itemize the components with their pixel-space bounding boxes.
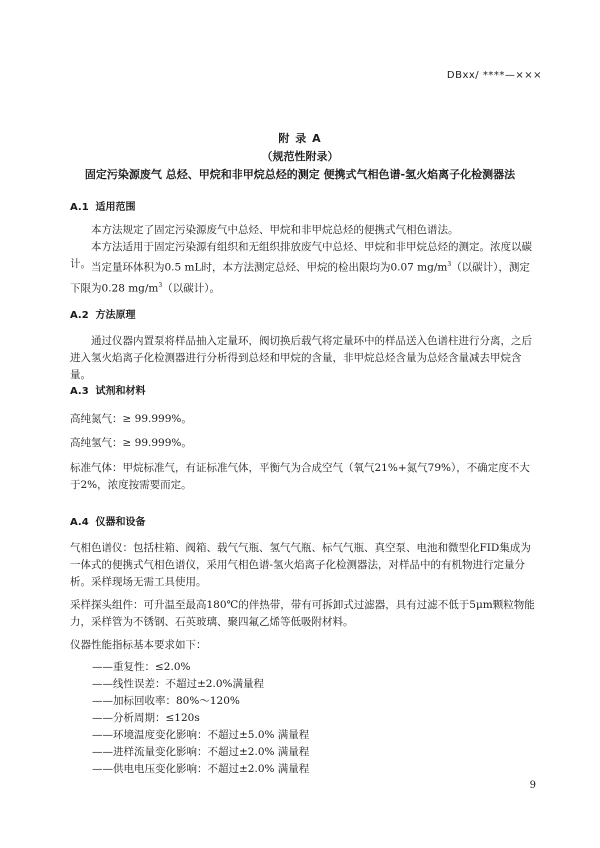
section-number: A.2 <box>70 310 89 321</box>
list-item: ——分析周期：≤120s <box>92 712 200 724</box>
page-number: 9 <box>529 780 536 791</box>
paragraph: 采样探头组件：可升温至最高180℃的伴热带，带有可拆卸式过滤器，具有过滤不低于5μm颗粒物能力，采样管为不锈钢、石英玻璃、聚四氟乙烯等低吸附材料。 <box>70 599 535 628</box>
list-item: ——线性误差：不超过±2.0%满量程 <box>92 678 264 690</box>
section-heading-a2 <box>70 306 135 321</box>
text-run: （以碳计）。 <box>162 282 220 294</box>
paragraph: 气相色谱仪：包括柱箱、阀箱、载气气瓶、氢气气瓶、标气气瓶、真空泵、电池和微型化FID集成为一体式的便携式气相色谱仪，采用气相色谱-氢火焰离子化检测器法，对样品中的有机物进行定量分析。采样现场无需工具使用。 <box>70 542 531 588</box>
document-code-header: DBxx/ ****—××× <box>446 70 542 81</box>
section-title: 仪器和设备 <box>95 517 146 528</box>
list-item: ——供电电压变化影响：不超过±2.0% 满量程 <box>92 763 310 775</box>
superscript: 3 <box>447 261 452 268</box>
section-heading-a1 <box>70 198 135 213</box>
section-title: 试剂和材料 <box>95 386 146 397</box>
paragraph: 本方法规定了固定污染源废气中总烃、甲烷和非甲烷总烃的便携式气相色谱法。 <box>91 224 459 236</box>
appendix-nature: （规范性附录） <box>261 150 339 163</box>
list-item: ——重复性：≤2.0% <box>92 661 191 673</box>
text-run: （以碳计），测定下限为0.28 mg/m <box>70 261 530 294</box>
paragraph: 仪器性能指标基本要求如下： <box>70 639 207 651</box>
list-item: ——进样流量变化影响：不超过±2.0% 满量程 <box>92 746 310 758</box>
appendix-title: 固定污染源废气 总烃、甲烷和非甲烷总烃的测定 便携式气相色谱-氢火焰离子化检测器法 <box>84 168 516 181</box>
superscript: 3 <box>158 281 163 289</box>
text-run: 当定量环体积为0.5 mL时，本方法测定总烃、甲烷的检出限均为0.07 mg/m <box>91 261 448 274</box>
section-heading-a4 <box>70 513 145 528</box>
paragraph: 高纯氮气：≥ 99.999%。 <box>70 413 192 425</box>
requirement-list <box>92 659 309 778</box>
list-item: ——加标回收率：80%～120% <box>92 695 240 707</box>
section-title: 方法原理 <box>95 310 136 321</box>
paragraph: 高纯氢气：≥ 99.999%。 <box>70 437 192 449</box>
section-number: A.4 <box>70 517 89 528</box>
paragraph: 本方法适用于固定污染源有组织和无组织排放废气中总烃、甲烷和非甲烷总烃的测定。浓度以碳计。 <box>70 241 532 270</box>
paragraph: 通过仪器内置泵将样品抽入定量环，阀切换后载气将定量环中的样品送入色谱柱进行分离，之后进入氢火焰离子化检测器进行分析得到总烃和甲烷的含量，非甲烷总烃含量为总烃含量减去甲烷含量。 <box>70 335 532 381</box>
paragraph: 标准气体：甲烷标准气，有证标准气体，平衡气为合成空气（氧气21%+氮气79%），不确定度不大于2%，浓度按需要而定。 <box>70 462 530 491</box>
appendix-label: 附 录 A <box>278 132 322 145</box>
section-number: A.1 <box>70 202 89 213</box>
list-item: ——环境温度变化影响：不超过±5.0% 满量程 <box>92 729 310 741</box>
section-title: 适用范围 <box>95 202 136 213</box>
section-number: A.3 <box>70 386 89 397</box>
section-heading-a3 <box>70 382 145 397</box>
paragraph-detection-limit <box>70 256 540 297</box>
